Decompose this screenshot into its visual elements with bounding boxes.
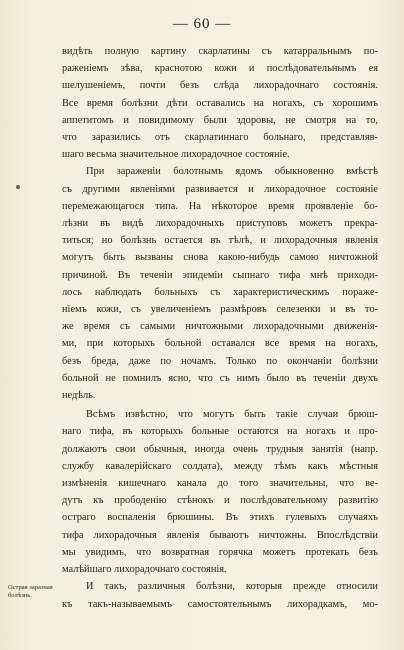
text-line: Все время болѣзни дѣти оставались на ногахъ, съ хорошимъ [62, 97, 378, 109]
text-line: недѣль. [62, 390, 96, 402]
page-number: — 60 — [172, 16, 232, 32]
text-line: малѣйшаго лихорадочнаго состоянія. [62, 564, 227, 576]
text-line: титься; но болѣзнь остается въ тѣлѣ, и лихорадочныя явленія [62, 235, 378, 247]
text-line: съ другими явленіями развивается и лихорадочное состояніе [62, 183, 378, 195]
text-line: аппетитомъ и повидимому были здоровы, не смотря на то, [62, 114, 378, 126]
paragraph-start: Всѣмъ извѣстно, что могутъ быть такіе случаи брюш- [86, 409, 378, 421]
body-text [62, 43, 378, 613]
text-line: больной не помнилъ ясно, что съ нимъ было въ теченіи двухъ [62, 372, 378, 384]
text-line: службу кавалерійскаго солдата), между тѣмъ какъ мѣстныя [62, 460, 378, 472]
paragraph-start: При зараженіи болотнымъ ядомъ обыкновенно вмѣстѣ [86, 166, 378, 178]
text-line: безъ бреда, даже по ночамъ. Только по окончаніи болѣзни [62, 355, 378, 367]
text-line: наго тифа, въ которыхъ больные остаются на ногахъ и про- [62, 426, 378, 438]
text-line: могутъ быть вызваны снова какою-нибудь самою ничтожной [62, 252, 378, 264]
text-line: лѣзни въ видѣ лихорадочныхъ приступовъ можетъ прекра- [62, 218, 378, 230]
text-line: ми, при которыхъ больной оставался все время на ногахъ, [62, 338, 378, 350]
margin-note: Острая заразная болѣзнь. [8, 584, 53, 599]
text-line: ніемъ кожи, съ увеличеніемъ размѣровъ селезенки и въ то- [62, 304, 378, 316]
text-line: дутъ къ прободенію стѣнокъ и послѣдовательному развитію [62, 495, 378, 507]
text-line: остраго воспаленія брюшины. Въ этихъ гулевыхъ случаяхъ [62, 512, 378, 524]
text-line: причиной. Въ теченіи эпидеміи сыпнаго тифа мнѣ приходи- [62, 269, 378, 281]
text-line: тифа лихорадочныя явленія бываютъ ничтожны. Впослѣдствіи [62, 529, 378, 541]
ink-spot [16, 185, 20, 189]
text-line: лось наблюдать больныхъ съ характеристическимъ пораже- [62, 286, 378, 298]
text-line: измѣненія кишечнаго канала до того значительны, что ве- [62, 478, 378, 490]
text-line: что заразились отъ скарлатиннаго больнаго, представляв- [62, 132, 378, 144]
text-line: должаютъ свои обычныя, иногда очень трудныя занятія (напр. [62, 443, 378, 455]
text-line: шелушеніемъ, почти безъ слѣда лихорадочнаго состоянія. [62, 80, 378, 92]
text-line: видѣть полную картину скарлатины съ катарральнымъ по- [62, 46, 378, 57]
paragraph-start: И такъ, различныя болѣзни, которыя прежде относили [86, 581, 378, 593]
text-line: же время съ самыми ничтожными лихорадочными движенія- [62, 321, 378, 333]
text-line: къ такъ-называемымъ самостоятельнымъ лихорадкамъ, мо- [62, 598, 378, 610]
text-line: раженіемъ зѣва, краснотою кожи и послѣдовательнымъ ея [62, 63, 378, 75]
text-line: мы увидимъ, что возвратная горячка можетъ протекать безъ [62, 546, 378, 558]
text-line: шаго весьма значительное лихорадочное состояніе. [62, 149, 290, 161]
text-line: перемежающагося типа. На нѣкоторое время проявленіе бо- [62, 200, 378, 212]
